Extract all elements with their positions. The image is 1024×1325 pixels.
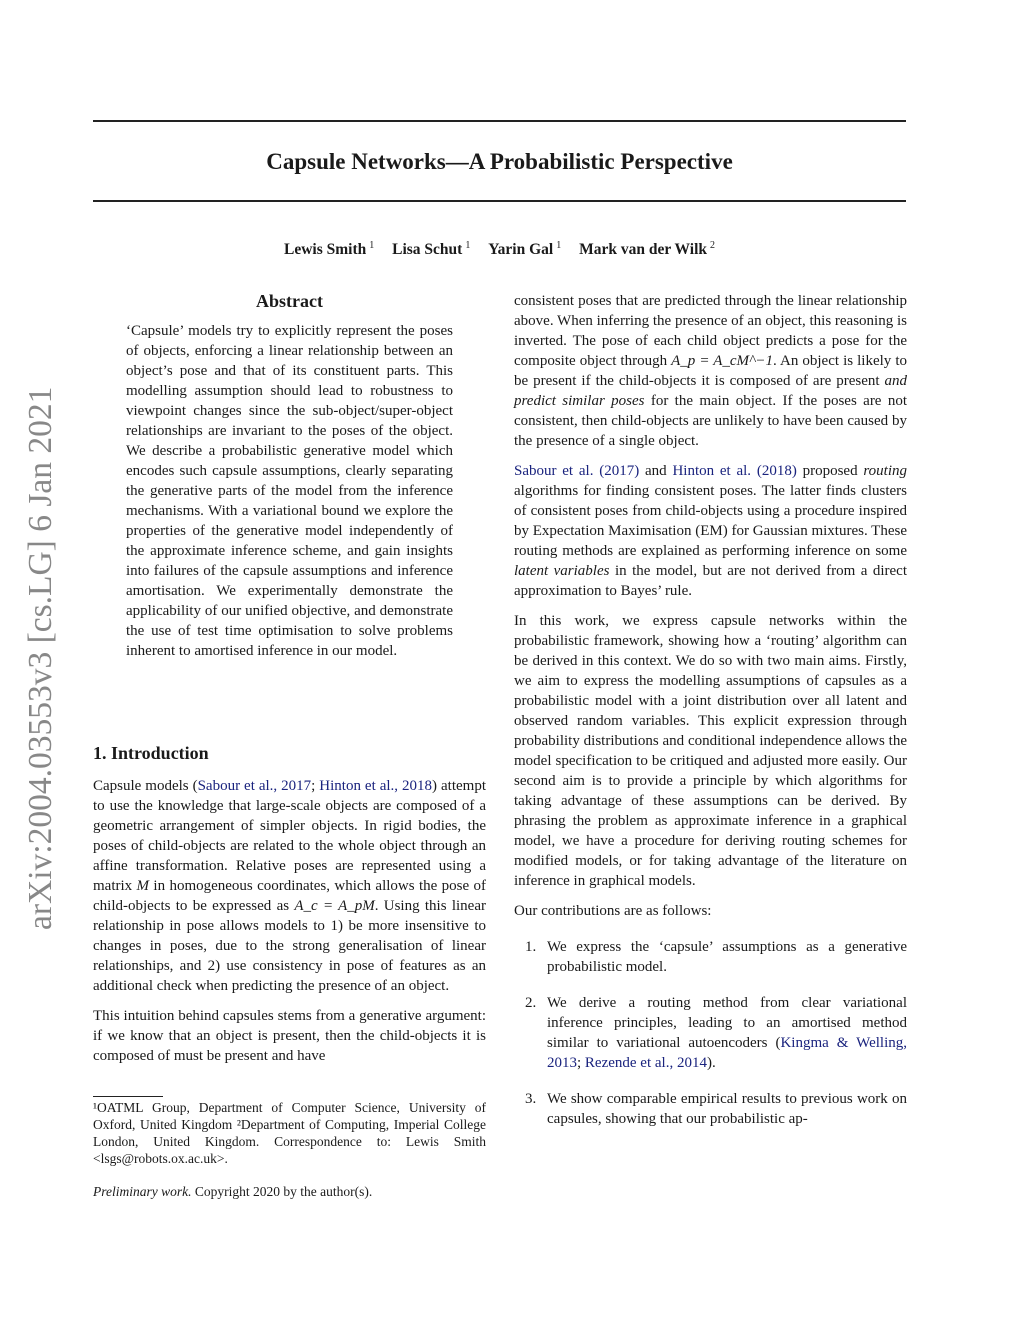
text-run: . Using this linear relationship in pose allows models to 1) be more insensitive to changes in poses, due to the strong generalisation of linear relationships, and 2) use consistency in pose of features as an additional check when predicting the presence of an object.	[93, 898, 486, 994]
citation-link[interactable]: Rezende et al., 2014	[584, 1055, 707, 1071]
author-list	[93, 234, 906, 262]
author	[579, 241, 715, 258]
footnote-divider	[93, 1096, 163, 1097]
author	[284, 241, 374, 258]
list-text: We show comparable empirical results to previous work on capsules, showing that our probabilistic ap-	[547, 1091, 907, 1127]
citation-link[interactable]: Kingma & Welling, 2013	[547, 1035, 907, 1071]
intro-paragraph	[93, 776, 486, 996]
section-heading-introduction: 1. Introduction	[93, 743, 209, 763]
text-run: ;	[311, 778, 320, 794]
author-affiliation: 1	[465, 240, 471, 251]
list-number: 1.	[525, 939, 537, 955]
body-paragraph	[514, 291, 907, 451]
preliminary-label: Preliminary work.	[93, 1184, 192, 1199]
text-run: in the model, but are not derived from a direct approximation to Bayes’ rule.	[514, 563, 907, 599]
title-rule-bottom	[93, 200, 906, 202]
author	[392, 241, 470, 258]
author	[488, 241, 561, 258]
right-column	[514, 291, 907, 1145]
text-run: algorithms for finding consistent poses. The latter finds clusters of consistent poses from child-objects using a procedure inspired by Expectation Maximisation (EM) for Gaussian mixtures. These routing methods are explained as performing inference on some	[514, 483, 907, 559]
body-paragraph	[514, 461, 907, 601]
abstract-text	[126, 321, 453, 661]
abstract-heading: Abstract	[256, 291, 323, 311]
author-name: Lisa Schut	[392, 241, 463, 259]
emphasis: latent variables	[514, 563, 610, 579]
contributions-list	[514, 937, 907, 1129]
author-affiliation: 2	[710, 240, 716, 251]
footnote-affiliations: ¹OATML Group, Department of Computer Science, University of Oxford, United Kingdom ²Department of Computing, Imperial College London, United Kingdom. Correspondence to: Lewis Smith <lsgs@robots.ox.ac.uk>.	[93, 1100, 486, 1166]
list-item	[514, 937, 907, 977]
list-item	[514, 1089, 907, 1129]
citation-link[interactable]: Hinton et al., 2018	[319, 778, 433, 794]
body-paragraph: Our contributions are as follows:	[514, 903, 712, 919]
intro-paragraph: This intuition behind capsules stems from a generative argument: if we know that an object is present, then the child-objects it is composed of must be present and have	[93, 1008, 486, 1064]
text-run: consistent poses that are predicted through the linear relationship above. When inferring the presence of an object, this reasoning is inverted. The pose of each child object predicts a pose for the composite object through	[514, 293, 907, 369]
list-text: We derive a routing method from clear variational inference principles, leading to an amortised method similar to variational autoencoders (	[547, 995, 907, 1051]
abstract-paragraph: ‘Capsule’ models try to explicitly represent the poses of objects, enforcing a linear relationship between an object’s pose and that of its constituent parts. This modelling assumption should lead to robustness to viewpoint changes since the sub-object/super-object relationships are invariant to the poses of the object. We describe a probabilistic generative model which encodes such capsule assumptions, clearly separating the generative parts of the model from the inference mechanisms. With a variational bound we explore the properties of the generative model independently of the approximate inference scheme, and gain insights into failures of the capsule assumptions and inference amortisation. We experimentally demonstrate the applicability of our unified objective, and demonstrate the use of test time optimisation to solve problems inherent to amortised inference in our model.	[126, 323, 453, 659]
text-run: for the main object. If the poses are not consistent, then child-objects are unlikely to have been caused by the presence of a single object.	[514, 393, 907, 449]
paper-title: Capsule Networks—A Probabilistic Perspective	[266, 149, 733, 174]
emphasis: routing	[863, 463, 907, 479]
preliminary-notice	[93, 1183, 486, 1200]
citation-link[interactable]: Sabour et al. (2017)	[514, 463, 640, 479]
copyright-text: Copyright 2020 by the author(s).	[191, 1184, 373, 1199]
text-run: proposed	[796, 463, 864, 479]
math-equation: A_p = A_cM^−1	[671, 353, 774, 369]
text-run: ).	[706, 1055, 716, 1071]
emphasis: and predict similar poses	[514, 373, 907, 409]
author-name: Mark van der Wilk	[579, 241, 708, 259]
text-run: in homogeneous coordinates, which allows the pose of child-objects to be expressed as	[93, 878, 487, 914]
text-run: Capsule models (	[93, 778, 198, 794]
introduction-body	[93, 776, 486, 1066]
list-item	[514, 993, 907, 1073]
list-number: 3.	[525, 1091, 537, 1107]
author-affiliation: 1	[556, 240, 562, 251]
math-equation: A_c = A_pM	[294, 898, 375, 914]
text-run: . An object is likely to be present if the child-objects it is composed of are present	[514, 353, 908, 389]
citation-link[interactable]: Sabour et al., 2017	[197, 778, 312, 794]
arxiv-identifier: arXiv:2004.03553v3 [cs.LG] 6 Jan 2021	[22, 386, 59, 930]
text-run: and	[639, 463, 673, 479]
citation-link[interactable]: Hinton et al. (2018)	[672, 463, 797, 479]
list-number: 2.	[525, 995, 537, 1011]
body-paragraph: In this work, we express capsule networks within the probabilistic framework, showing how a ‘routing’ algorithm can be derived in this context. We do so with two main aims. Firstly, we aim to express the modelling assumptions of capsules as a probabilistic model with a joint distribution over all latent and observed random variables. This explicit expression through probability distributions and conditional independence allows the model specification to be critiqued and adjusted more easily. Our second aim is to provide a principle by which algorithms for taking advantage of these assumptions can be derived. By phrasing the problem as approximate inference in a graphical model, we have a procedure for deriving routing schemes for modified models, or for taking advantage of the literature on inference in graphical models.	[514, 613, 907, 889]
text-run: ) attempt to use the knowledge that large-scale objects are composed of a geometric arrangement of simpler objects. In rigid bodies, the poses of child-objects are related to the whole object through an affine transformation. Relative poses are represented using a matrix	[93, 778, 486, 894]
author-name: Lewis Smith	[283, 241, 367, 259]
author-affiliation: 1	[369, 240, 375, 251]
list-text: We express the ‘capsule’ assumptions as a generative probabilistic model.	[547, 939, 907, 975]
math-symbol: M	[136, 878, 150, 894]
author-name: Yarin Gal	[488, 241, 554, 259]
text-run: ;	[577, 1055, 585, 1071]
title-rule-top	[93, 120, 906, 122]
